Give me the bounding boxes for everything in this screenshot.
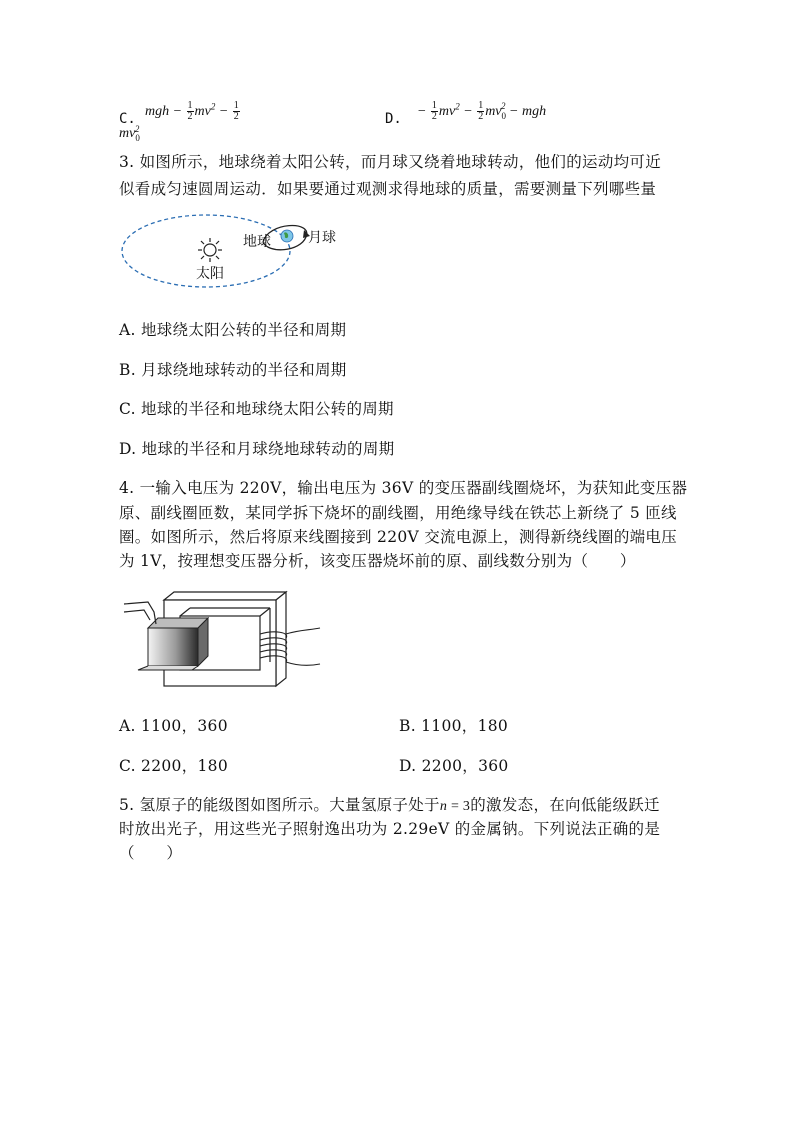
earth-label: 地球 [243,234,271,250]
q5-stem-line1 [119,793,660,819]
q2-option-d[interactable] [385,100,547,130]
secondary-lead-top [286,628,320,634]
q5-stem-line2: 时放出光子，用这些光子照射逸出功为 2.29eV 的金属钠。下列说法正确的是 [119,820,661,838]
q3-stem-line1: 3. 如图所示，地球绕着太阳公转，而月球又绕着地球转动，他们的运动均可近 [119,153,662,171]
q2-option-c[interactable] [119,100,261,151]
transformer-figure [118,590,328,690]
q3-option-d[interactable]: D. 地球的半径和月球绕地球转动的周期 [119,440,395,458]
moon-label: 月球 [308,230,336,246]
q4-option-b[interactable]: B. 1100，180 [399,717,509,735]
sun-label: 太阳 [196,266,224,282]
q4-stem-line1: 4. 一输入电压为 220V，输出电压为 36V 的变压器副线圈烧坏，为获知此变压器 [119,479,688,497]
formula-d: − $\frac{1}{2}$ $mv^2$ − $\frac{1}{2}$ $mv_0^2$ − mgh [416,100,547,123]
q4-stem-line2: 原、副线圈匝数，某同学拆下烧坏的副线圈，用绝缘导线在铁芯上新绕了 5 匝线 [119,504,677,522]
q4-stem-line4: 为 1V，按理想变压器分析，该变压器烧坏前的原、副线数分别为（ ） [119,552,636,570]
primary-lead-2 [124,610,150,620]
q4-option-c[interactable]: C. 2200，180 [119,757,228,775]
earth-icon [281,230,293,242]
formula-c: mgh − $\frac{1}{2}$ $mv^2$ − $\frac{1}{2}$ $mv_0^2$ [119,100,239,144]
q3-option-a[interactable]: A. 地球绕太阳公转的半径和周期 [119,321,347,339]
q3-stem-line2: 似看成匀速圆周运动．如果要通过观测求得地球的质量，需要测量下列哪些量 [119,180,657,198]
q5-stem-after: 的激发态，在向低能级跃迁 [470,796,660,814]
primary-lead [124,602,156,624]
sun-icon [198,238,222,262]
secondary-lead-bottom [286,662,320,665]
option-letter: C. [119,111,136,127]
q5-stem-line3: （ ） [119,844,183,862]
q4-option-a[interactable]: A. 1100，360 [119,717,228,735]
primary-coil [138,618,208,670]
q4-stem-line3: 圈。如图所示，然后将原来线圈接到 220V 交流电源上，测得新绕线圈的端电压 [119,528,678,546]
q5-stem-before: 5. 氢原子的能级图如图所示。大量氢原子处于 [119,796,440,814]
orbit-figure [118,212,358,294]
q5-n-var: n [439,799,448,814]
q3-option-c[interactable]: C. 地球的半径和地球绕太阳公转的周期 [119,400,394,418]
q3-option-b[interactable]: B. 月球绕地球转动的半径和周期 [119,361,347,379]
q5-n-eq: = 3 [447,799,471,814]
option-letter: D. [385,111,402,127]
q4-option-d[interactable]: D. 2200，360 [399,757,509,775]
